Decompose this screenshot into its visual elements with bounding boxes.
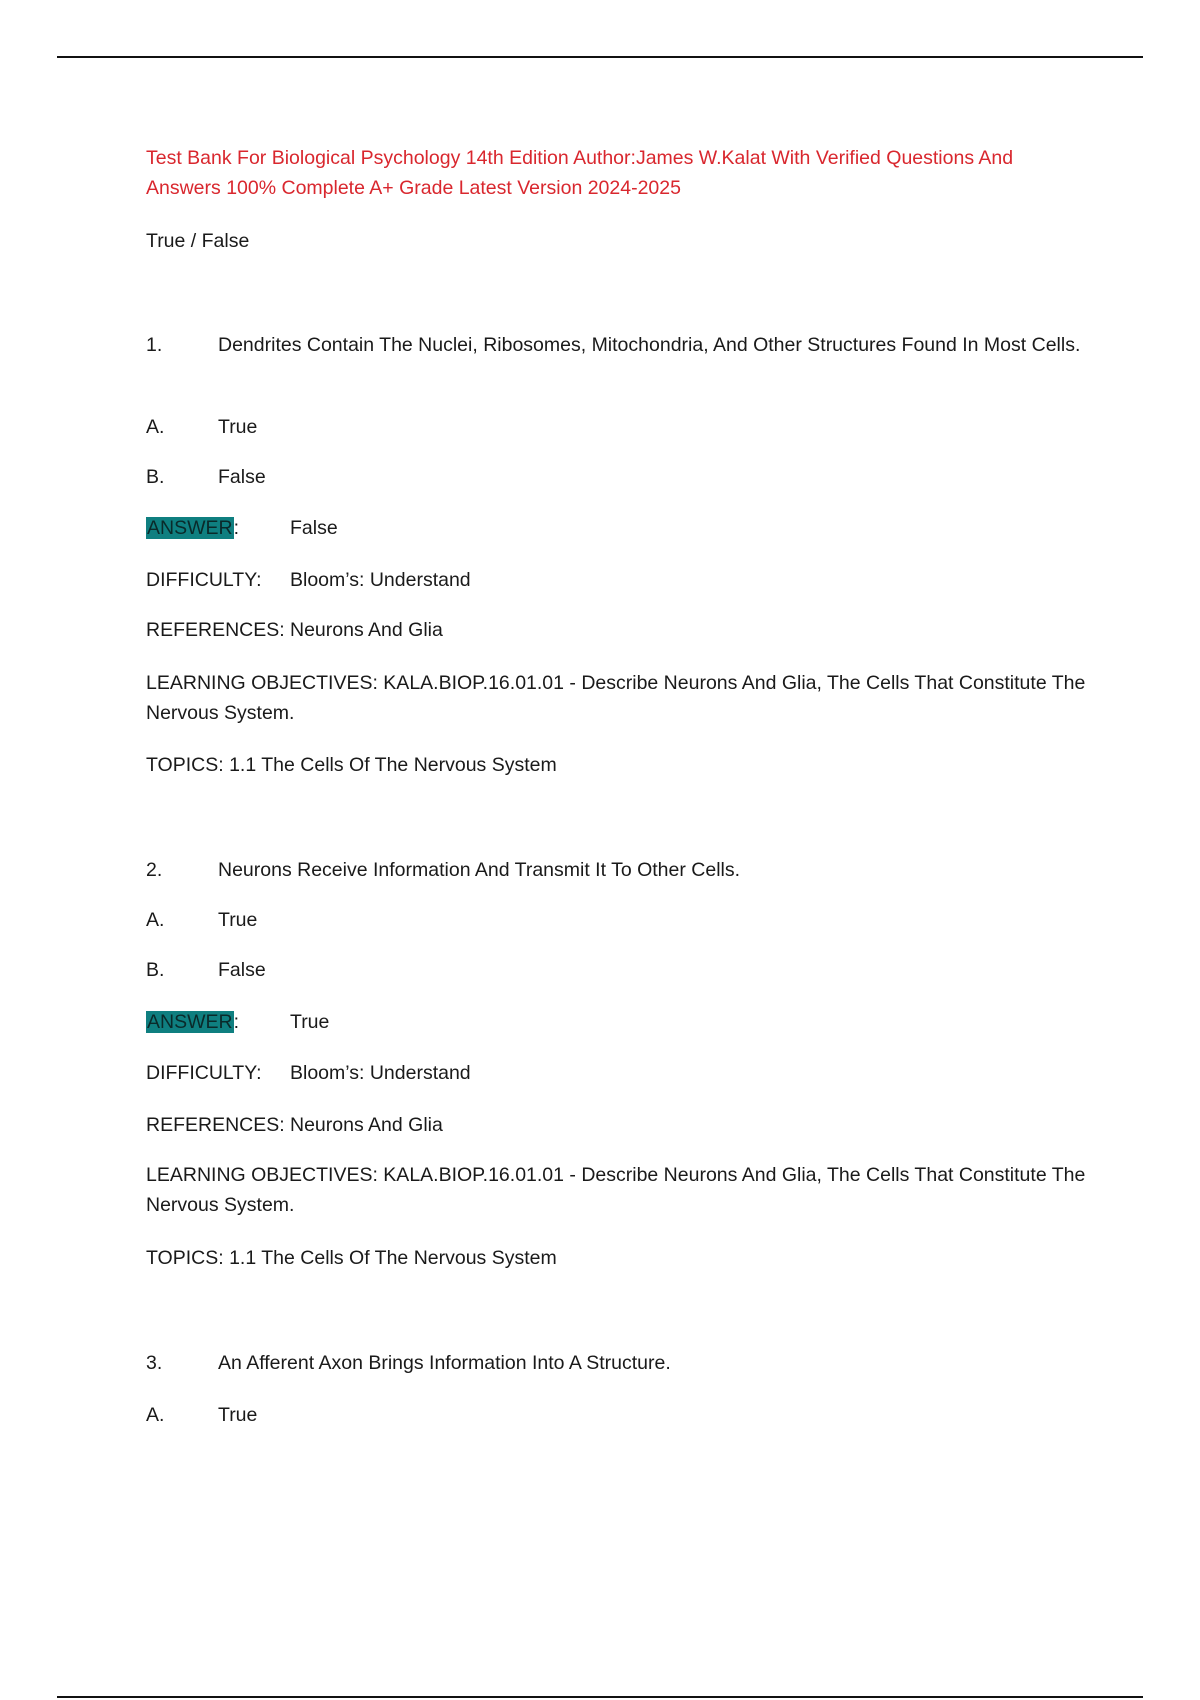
question-1 xyxy=(146,330,1086,360)
option-text: True xyxy=(218,1404,258,1426)
references-label: REFERENCES: xyxy=(146,619,285,641)
answer-highlight: ANSWER xyxy=(147,517,233,539)
option-letter: A. xyxy=(146,1404,165,1426)
option-text: False xyxy=(218,466,266,488)
question-number: 1. xyxy=(146,334,163,356)
answer-highlight: ANSWER xyxy=(147,1011,233,1033)
references-label: REFERENCES: xyxy=(146,1114,285,1136)
answer-value: False xyxy=(290,517,338,539)
difficulty-label: DIFFICULTY: xyxy=(146,569,262,591)
difficulty-value: Bloom’s: Understand xyxy=(290,1062,471,1084)
answer-label xyxy=(146,1007,239,1037)
topics: TOPICS: 1.1 The Cells Of The Nervous System xyxy=(146,754,557,776)
question-text: Neurons Receive Information And Transmit It To Other Cells. xyxy=(218,859,741,881)
references-value: Neurons And Glia xyxy=(290,619,443,641)
option-letter: A. xyxy=(146,416,165,438)
learning-objectives: LEARNING OBJECTIVES: KALA.BIOP.16.01.01 - Describe Neurons And Glia, The Cells That Constitute The Nervous System. xyxy=(146,672,1086,724)
question-number: 3. xyxy=(146,1352,163,1374)
answer-colon: : xyxy=(233,1011,240,1033)
question-3 xyxy=(146,1348,1086,1378)
question-2 xyxy=(146,855,1086,885)
option-letter: A. xyxy=(146,909,165,931)
top-rule xyxy=(57,56,1143,58)
bottom-rule xyxy=(57,1696,1143,1698)
answer-value: True xyxy=(290,1011,330,1033)
option-letter: B. xyxy=(146,466,165,488)
difficulty-value: Bloom’s: Understand xyxy=(290,569,471,591)
question-number: 2. xyxy=(146,859,163,881)
section-heading: True / False xyxy=(146,230,250,252)
option-text: False xyxy=(218,959,266,981)
document-title: Test Bank For Biological Psychology 14th Edition Author:James W.Kalat With Verified Questions And Answers 100% Complete A+ Grade Latest Version 2024-2025 xyxy=(146,147,1014,199)
references-value: Neurons And Glia xyxy=(290,1114,443,1136)
option-text: True xyxy=(218,416,258,438)
difficulty-label: DIFFICULTY: xyxy=(146,1062,262,1084)
answer-colon: : xyxy=(233,517,240,539)
topics: TOPICS: 1.1 The Cells Of The Nervous System xyxy=(146,1247,557,1269)
option-text: True xyxy=(218,909,258,931)
option-letter: B. xyxy=(146,959,165,981)
question-text: An Afferent Axon Brings Information Into A Structure. xyxy=(218,1352,671,1374)
answer-label xyxy=(146,513,239,543)
learning-objectives: LEARNING OBJECTIVES: KALA.BIOP.16.01.01 - Describe Neurons And Glia, The Cells That Constitute The Nervous System. xyxy=(146,1164,1086,1216)
question-text: Dendrites Contain The Nuclei, Ribosomes, Mitochondria, And Other Structures Found In Most Cells. xyxy=(218,334,1081,356)
